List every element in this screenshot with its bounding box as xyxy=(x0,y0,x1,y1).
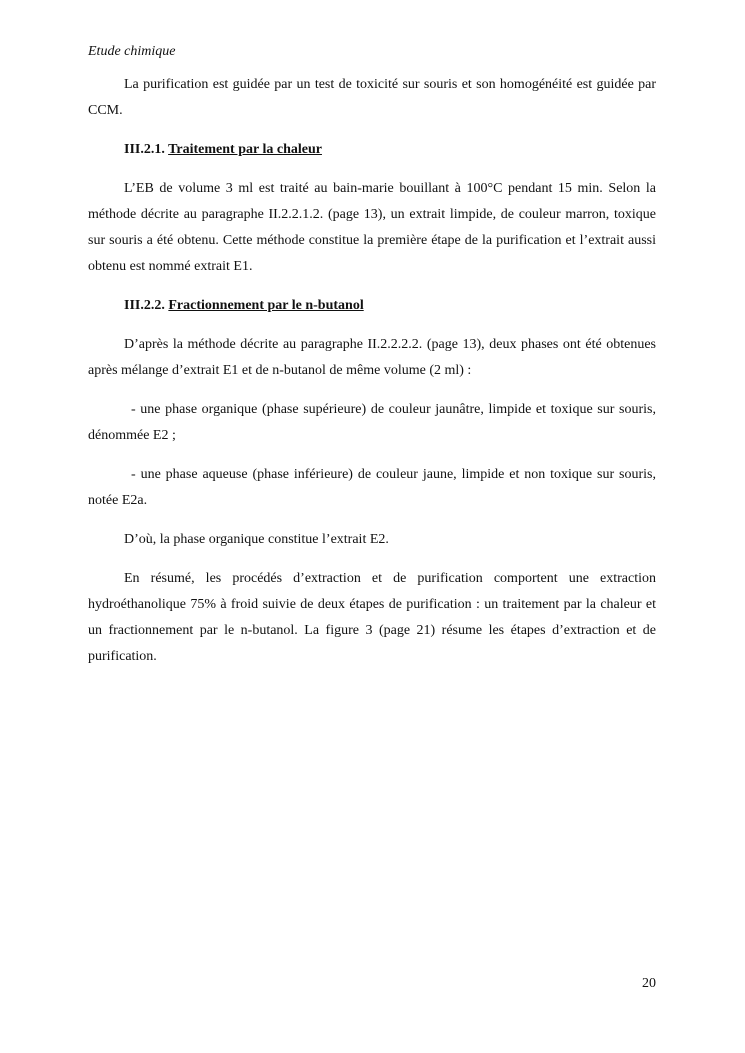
body-text xyxy=(88,72,656,670)
page-number: 20 xyxy=(642,976,656,991)
list-item-aqueous-phase: - une phase aqueuse (phase inférieure) de couleur jaune, limpide et non toxique sur souris, notée E2a. xyxy=(88,467,656,508)
section2-paragraph: D’après la méthode décrite au paragraphe II.2.2.2.2. (page 13), deux phases ont été obtenues après mélange d’extrait E1 et de n-butanol de même volume (2 ml) : xyxy=(88,337,656,378)
section-heading-2 xyxy=(88,293,656,319)
summary-paragraph: En résumé, les procédés d’extraction et de purification comportent une extraction hydroéthanolique 75% à froid suivie de deux étapes de purification : un traitement par la chaleur et un fractionnement par le n-butanol. La figure 3 (page 21) résume les étapes d’extraction et de purification. xyxy=(88,571,656,664)
section-number-1: III.2.1. xyxy=(124,142,165,157)
running-header: Etude chimique xyxy=(88,44,176,59)
section-number-2: III.2.2. xyxy=(124,298,165,313)
section-title-2: Fractionnement par le n-butanol xyxy=(168,298,364,313)
section2-conclusion: D’où, la phase organique constitue l’extrait E2. xyxy=(124,532,389,547)
document-page xyxy=(88,0,656,1053)
section-heading-1 xyxy=(88,137,656,163)
section1-paragraph: L’EB de volume 3 ml est traité au bain-marie bouillant à 100°C pendant 15 min. Selon la méthode décrite au paragraphe II.2.2.1.2. (page 13), un extrait limpide, de couleur marron, toxique sur souris a été obtenu. Cette méthode constitue la première étape de la purification et l’extrait aussi obtenu est nommé extrait E1. xyxy=(88,181,656,274)
intro-paragraph: La purification est guidée par un test de toxicité sur souris et son homogénéité est guidée par CCM. xyxy=(88,77,656,118)
list-item-organic-phase: - une phase organique (phase supérieure) de couleur jaunâtre, limpide et toxique sur souris, dénommée E2 ; xyxy=(88,402,656,443)
section-title-1: Traitement par la chaleur xyxy=(168,142,322,157)
